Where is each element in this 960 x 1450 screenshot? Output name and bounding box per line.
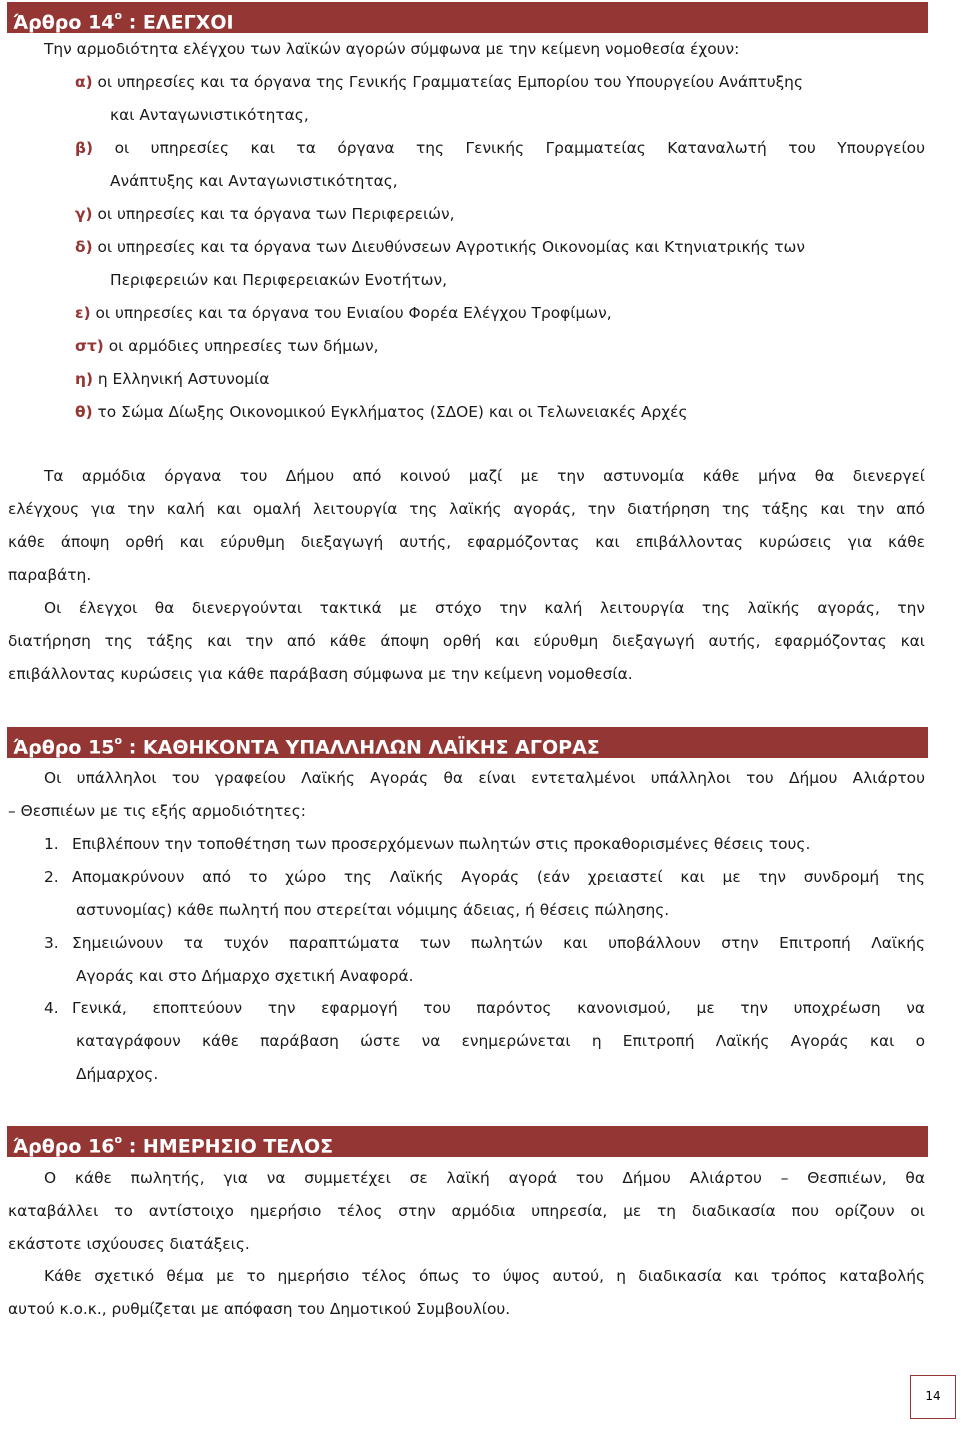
article-14-intro: Την αρμοδιότητα ελέγχου των λαϊκών αγορών σύμφωνα με την κείμενη νομοθεσία έχουν:	[44, 40, 740, 58]
list-item-c: γ) οι υπηρεσίες και τα όργανα των Περιφερειών,	[75, 205, 455, 223]
article-14-title: Άρθρο 14	[13, 11, 115, 34]
article-16-paragraph-1: Ο κάθε πωλητής, για να συμμετέχει σε λαϊκή αγορά του Δήμου Αλιάρτου – Θεσπιέων, θα καταβάλλει το αντίστοιχο ημερήσιο τέλος στην αρμόδια υπηρεσία, με τη διαδικασία που ορίζουν οι εκάστοτε ισχύουσες διατάξεις.	[8, 1169, 925, 1253]
article-15-intro: Οι υπάλληλοι του γραφείου Λαϊκής Αγοράς θα είναι εντεταλμένοι υπάλληλοι του Δήμου Αλιάρτου – Θεσπιέων με τις εξής αρμοδιότητες:	[8, 769, 925, 820]
article-16-ordinal: ο	[114, 1133, 123, 1146]
article-14-paragraph-1: Τα αρμόδια όργανα του Δήμου από κοινού μαζί με την αστυνομία κάθε μήνα θα διενεργεί ελέγχους για την καλή και ομαλή λειτουργία της λαϊκής αγοράς, την διατήρηση της τάξης και την από κάθε άποψη ορθή και εύρυθμη διεξαγωγή αυτής, εφαρμόζοντας και επιβάλλοντας κυρώσεις για κάθε παραβάτη.	[8, 467, 925, 584]
article-16-title: Άρθρο 16	[13, 1135, 115, 1158]
list-item-b: β) οι υπηρεσίες και τα όργανα της Γενικής Γραμματείας Καταναλωτή του Υπουργείου	[75, 139, 925, 157]
duty-item-4: 4. Γενικά, εποπτεύουν την εφαρμογή του παρόντος κανονισμού, με την υποχρέωση να καταγράφουν κάθε παράβαση ώστε να ενημερώνεται η Επιτροπή Λαϊκής Αγοράς και ο Δήμαρχος.	[44, 999, 925, 1083]
article-14-ordinal: ο	[114, 9, 123, 22]
article-14-paragraph-2: Οι έλεγχοι θα διενεργούνται τακτικά με στόχο την καλή λειτουργία της λαϊκής αγοράς, την διατήρηση της τάξης και την από κάθε άποψη ορθή και εύρυθμη διεξαγωγή αυτής, εφαρμόζοντας και επιβάλλοντας κυρώσεις για κάθε παράβαση σύμφωνα με την κείμενη νομοθεσία.	[8, 599, 925, 683]
article-16-paragraph-2: Κάθε σχετικό θέμα με το ημερήσιο τέλος όπως το ύψος αυτού, η διαδικασία και τρόπος καταβολής αυτού κ.ο.κ., ρυθμίζεται με απόφαση του Δημοτικού Συμβουλίου.	[8, 1267, 925, 1318]
list-item-a: α) οι υπηρεσίες και τα όργανα της Γενικής Γραμματείας Εμπορίου του Υπουργείου Ανάπτυξης	[75, 73, 803, 91]
list-item-d: δ) οι υπηρεσίες και τα όργανα των Διευθύνσεων Αγροτικής Οικονομίας και Κτηνιατρικής των	[75, 238, 805, 256]
list-item-a-cont: και Ανταγωνιστικότητας,	[110, 106, 309, 124]
article-14-heading	[7, 2, 928, 33]
duty-item-1: 1. Επιβλέπουν την τοποθέτηση των προσερχόμενων πωλητών στις προκαθορισμένες θέσεις τους.	[44, 835, 811, 853]
article-16-heading	[7, 1126, 928, 1157]
duty-item-3: 3. Σημειώνουν τα τυχόν παραπτώματα των πωλητών και υποβάλλουν στην Επιτροπή Λαϊκής Αγοράς και στο Δήμαρχο σχετική Αναφορά.	[44, 934, 925, 985]
article-14-subject: : ΕΛΕΓΧΟΙ	[122, 11, 234, 34]
list-item-th: θ) το Σώμα Δίωξης Οικονομικού Εγκλήματος (ΣΔΟΕ) και οι Τελωνειακές Αρχές	[75, 403, 688, 421]
article-16-subject: : ΗΜΕΡΗΣΙΟ ΤΕΛΟΣ	[122, 1135, 334, 1158]
list-item-b-cont: Ανάπτυξης και Ανταγωνιστικότητας,	[110, 172, 398, 190]
article-15-heading	[7, 727, 928, 758]
page-number: 14	[910, 1375, 956, 1419]
list-item-i: η) η Ελληνική Αστυνομία	[75, 370, 270, 388]
duty-item-2: 2. Απομακρύνουν από το χώρο της Λαϊκής Αγοράς (εάν χρειαστεί και με την συνδρομή της αστυνομίας) κάθε πωλητή που στερείται νόμιμης άδειας, ή θέσεις πώλησης.	[44, 868, 925, 919]
article-15-subject: : ΚΑΘΗΚΟΝΤΑ ΥΠΑΛΛΗΛΩΝ ΛΑΪΚΗΣ ΑΓΟΡΑΣ	[122, 736, 600, 759]
article-15-title: Άρθρο 15	[13, 736, 115, 759]
article-15-ordinal: ο	[114, 734, 123, 747]
list-item-st: στ) οι αρμόδιες υπηρεσίες των δήμων,	[75, 337, 379, 355]
list-item-d-cont: Περιφερειών και Περιφερειακών Ενοτήτων,	[110, 271, 447, 289]
list-item-e: ε) οι υπηρεσίες και τα όργανα του Ενιαίου Φορέα Ελέγχου Τροφίμων,	[75, 304, 612, 322]
